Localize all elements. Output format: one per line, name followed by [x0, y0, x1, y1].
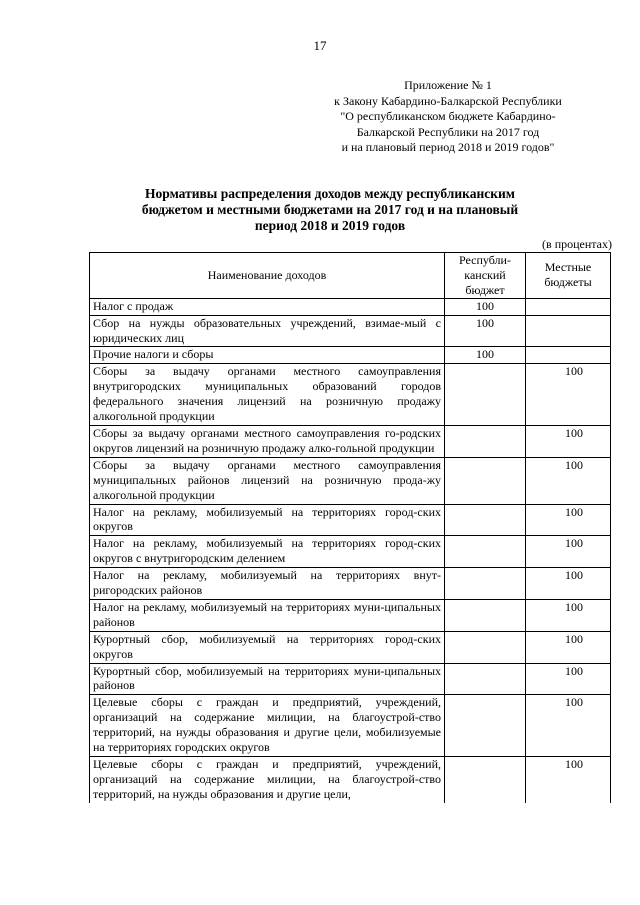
table-row [90, 631, 611, 663]
income-name-cell: Налог на рекламу, мобилизуемый на территориях муни-ципальных районов [90, 599, 445, 631]
republic-budget-cell [445, 536, 526, 568]
appendix-line: Балкарской Республики на 2017 год [356, 124, 540, 139]
republic-budget-cell [445, 695, 526, 757]
local-budget-cell: 100 [526, 599, 611, 631]
table-row [90, 663, 611, 695]
table-body [90, 298, 611, 803]
header-income-name: Наименование доходов [90, 253, 445, 299]
table-row [90, 599, 611, 631]
appendix-reference [298, 78, 598, 156]
income-name-cell: Прочие налоги и сборы [90, 347, 445, 364]
units-note: (в процентах) [542, 237, 612, 251]
appendix-line: "О республиканском бюджете Кабардино- [340, 109, 556, 123]
local-budget-cell: 100 [526, 364, 611, 426]
local-budget-cell: 100 [526, 568, 611, 600]
title-line: бюджетом и местными бюджетами на 2017 год и на плановый [141, 202, 519, 217]
page-number: 17 [313, 38, 327, 53]
local-budget-cell: 100 [526, 695, 611, 757]
document-title [80, 186, 580, 234]
title-line: период 2018 и 2019 годов [254, 218, 406, 233]
republic-budget-cell [445, 364, 526, 426]
local-budget-cell [526, 347, 611, 364]
appendix-line: к Закону Кабардино-Балкарской Республики [334, 93, 562, 108]
income-name-cell: Налог на рекламу, мобилизуемый на территориях город-ских округов с внутригородским делением [90, 536, 445, 568]
table-row [90, 298, 611, 315]
income-name-cell: Целевые сборы с граждан и предприятий, учреждений, организаций на содержание милиции, на благоустрой-ство территорий, на нужды образования и другие цели, [90, 757, 445, 803]
table-row [90, 347, 611, 364]
republic-budget-cell [445, 599, 526, 631]
income-name-cell: Сбор на нужды образовательных учреждений, взимае-мый с юридических лиц [90, 315, 445, 347]
table-header-row [90, 253, 611, 299]
local-budget-cell: 100 [526, 457, 611, 504]
table-row [90, 457, 611, 504]
republic-budget-cell [445, 631, 526, 663]
local-budget-cell: 100 [526, 425, 611, 457]
republic-budget-cell [445, 568, 526, 600]
local-budget-cell: 100 [526, 663, 611, 695]
republic-budget-cell [445, 663, 526, 695]
republic-budget-cell [445, 757, 526, 803]
income-name-cell: Курортный сбор, мобилизуемый на территориях муни-ципальных районов [90, 663, 445, 695]
table-row [90, 757, 611, 803]
local-budget-cell: 100 [526, 536, 611, 568]
republic-budget-cell [445, 457, 526, 504]
local-budget-cell: 100 [526, 631, 611, 663]
income-name-cell: Налог на рекламу, мобилизуемый на территориях внут-ригородских районов [90, 568, 445, 600]
title-line: Нормативы распределения доходов между республиканским [145, 186, 515, 201]
republic-budget-cell: 100 [445, 347, 526, 364]
income-name-cell: Налог на рекламу, мобилизуемый на территориях город-ских округов [90, 504, 445, 536]
republic-budget-cell [445, 504, 526, 536]
header-local-budgets: Местные бюджеты [526, 253, 611, 299]
appendix-line: Приложение № 1 [404, 78, 492, 92]
header-republic-budget: Республи-канский бюджет [445, 253, 526, 299]
republic-budget-cell: 100 [445, 298, 526, 315]
table-row [90, 504, 611, 536]
local-budget-cell: 100 [526, 504, 611, 536]
table-row [90, 315, 611, 347]
republic-budget-cell [445, 425, 526, 457]
table-row [90, 568, 611, 600]
income-name-cell: Сборы за выдачу органами местного самоуправления го-родских округов лицензий на розничную продажу алко-гольной продукции [90, 425, 445, 457]
income-name-cell: Целевые сборы с граждан и предприятий, учреждений, организаций на содержание милиции, на благоустрой-ство территорий, на нужды образования и другие цели, мобилизуемые на территориях городских округов [90, 695, 445, 757]
income-name-cell: Сборы за выдачу органами местного самоуправления внутригородских муниципальных образований городов федерального значения лицензий на розничную продажу алкогольной продукции [90, 364, 445, 426]
table-row [90, 364, 611, 426]
local-budget-cell [526, 298, 611, 315]
table-row [90, 425, 611, 457]
local-budget-cell [526, 315, 611, 347]
income-name-cell: Курортный сбор, мобилизуемый на территориях город-ских округов [90, 631, 445, 663]
local-budget-cell: 100 [526, 757, 611, 803]
table-row [90, 536, 611, 568]
table-row [90, 695, 611, 757]
republic-budget-cell: 100 [445, 315, 526, 347]
income-name-cell: Сборы за выдачу органами местного самоуправления муниципальных районов лицензий на розничную прода-жу алкогольной продукции [90, 457, 445, 504]
appendix-line: и на плановый период 2018 и 2019 годов" [341, 140, 555, 154]
income-name-cell: Налог с продаж [90, 298, 445, 315]
revenue-distribution-table [89, 252, 610, 803]
